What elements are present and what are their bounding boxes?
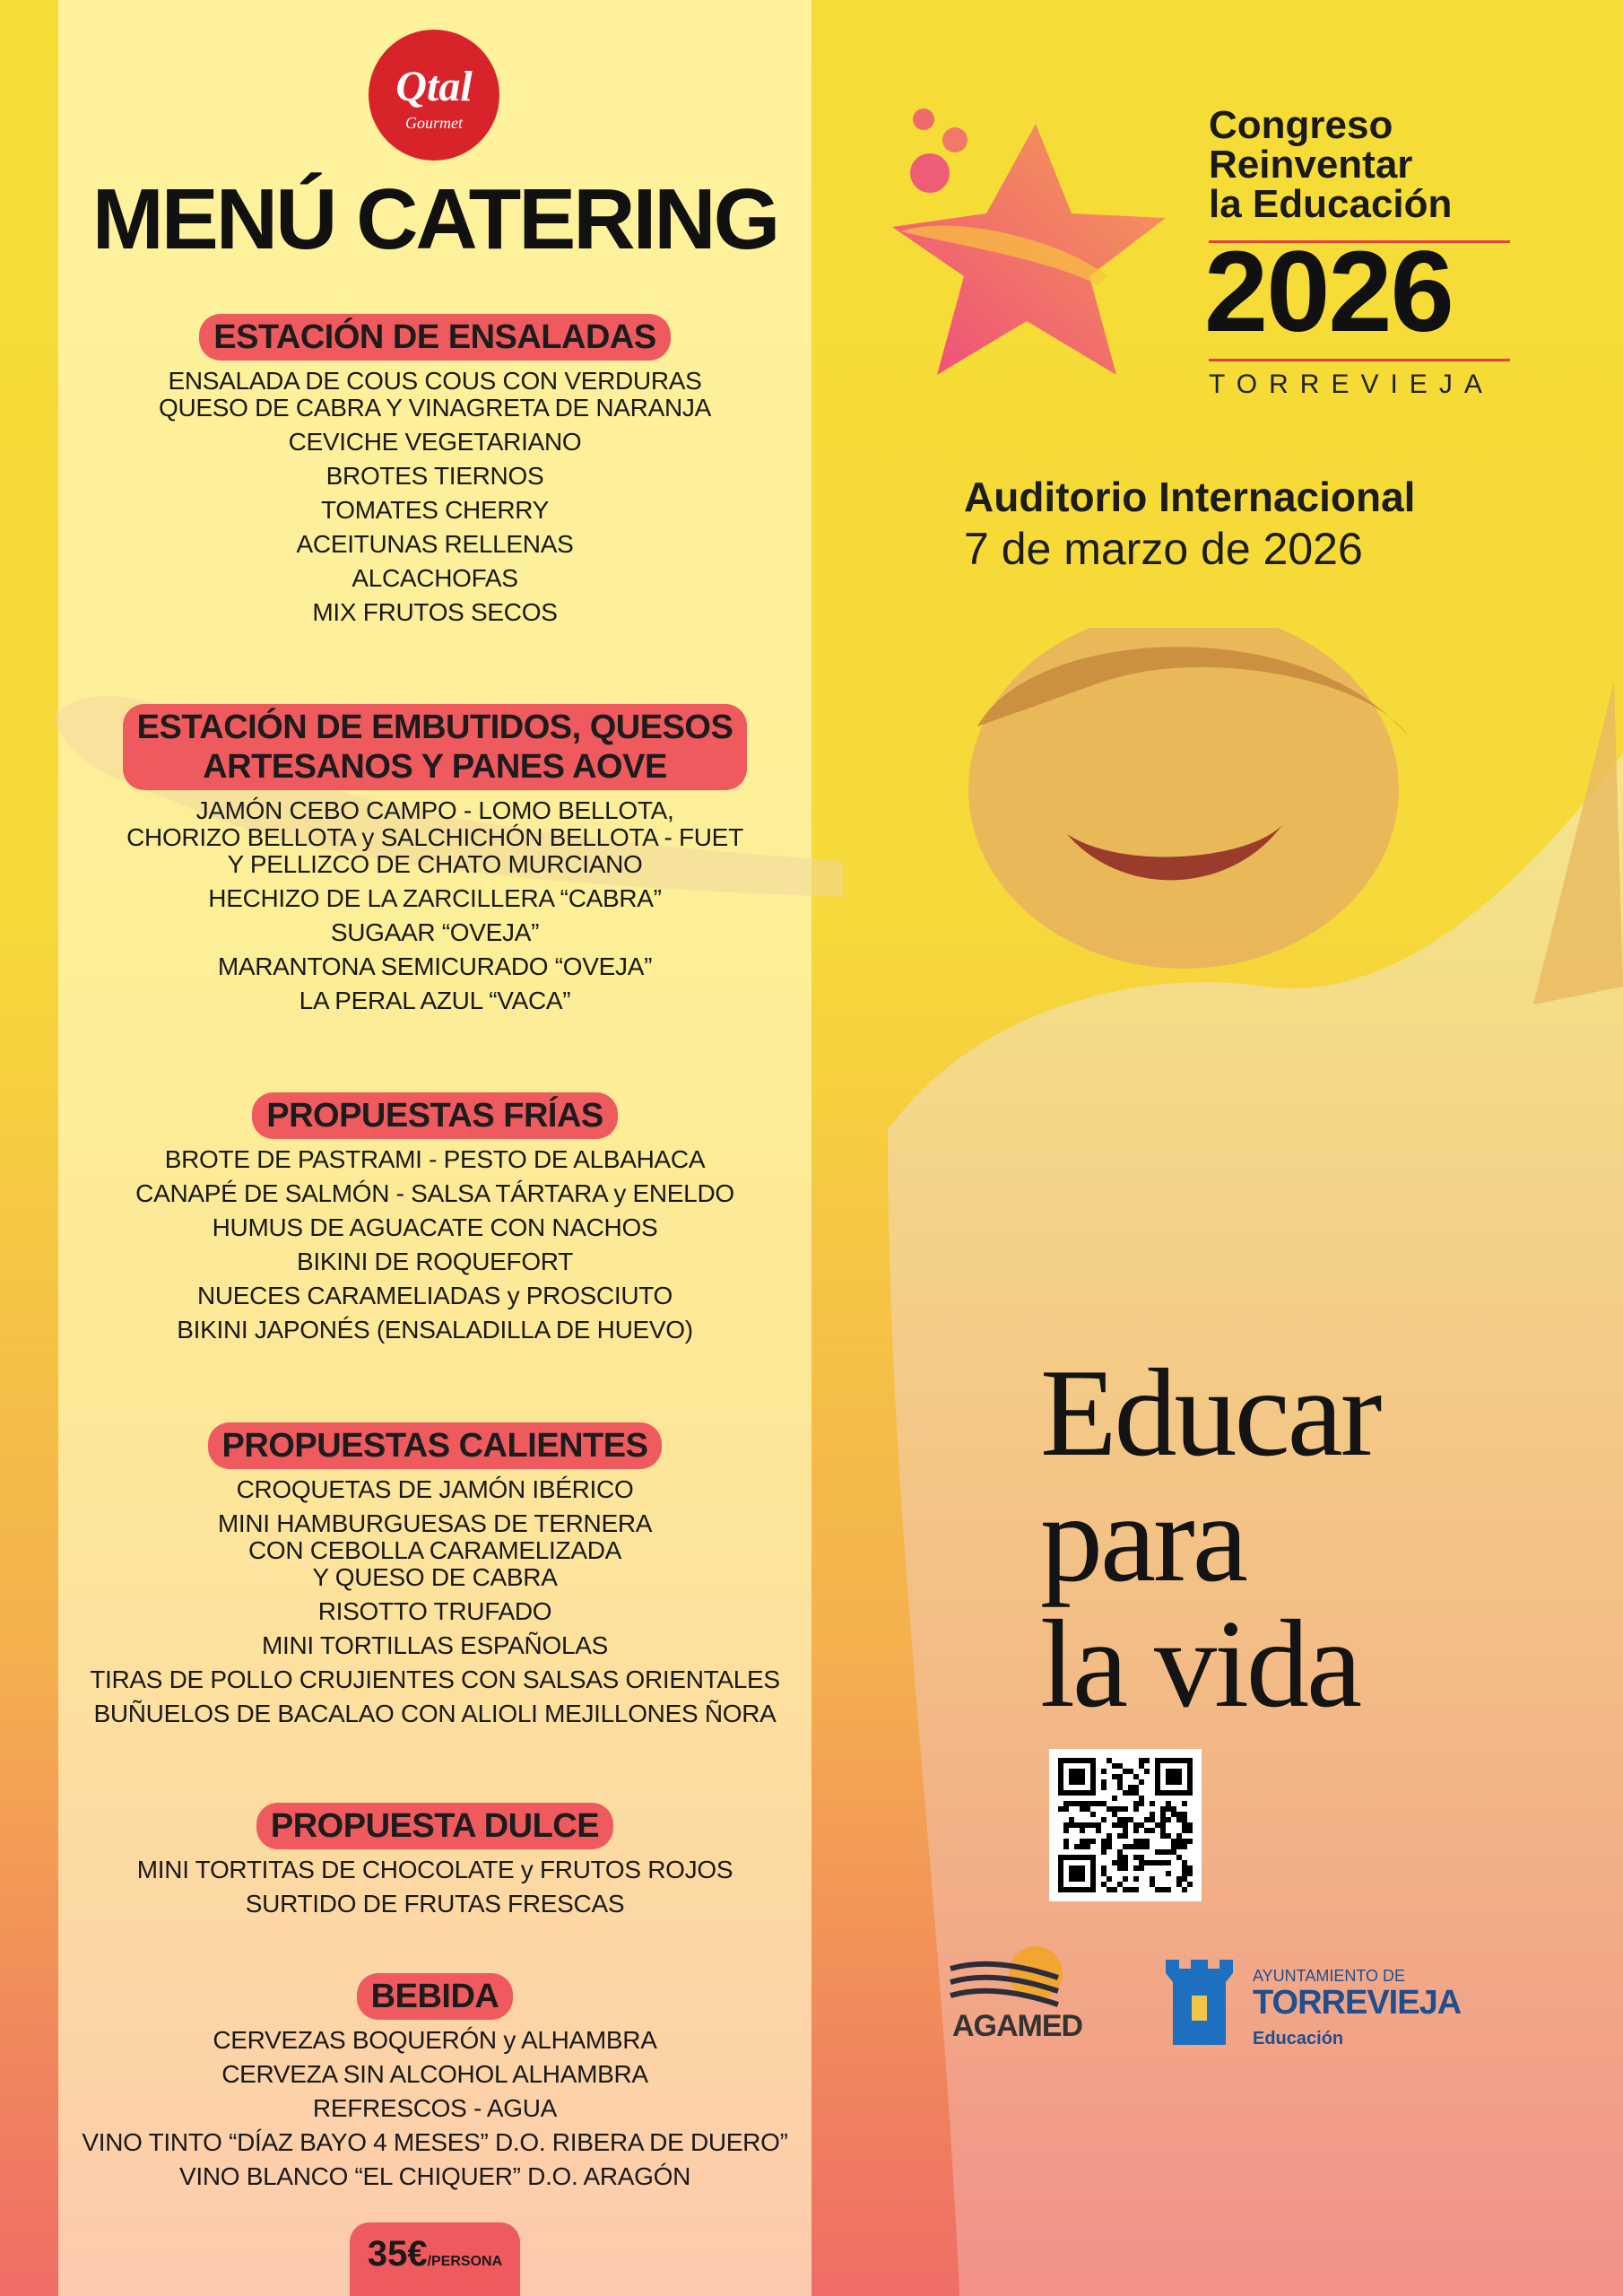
agamed-label: AGAMED	[952, 2009, 1083, 2043]
menu-item: LA PERAL AZUL “VACA”	[299, 987, 571, 1014]
menu-item: MARANTONA SEMICURADO “OVEJA”	[217, 952, 653, 980]
qtal-logo	[369, 30, 499, 161]
section-dulce	[58, 1803, 812, 1918]
menu-item: SURTIDO DE FRUTAS FRESCAS	[245, 1890, 625, 1918]
menu-item: MINI TORTITAS DE CHOCOLATE y FRUTOS ROJOS	[136, 1856, 733, 1883]
section-heading: PROPUESTAS CALIENTES	[208, 1422, 663, 1469]
menu-item: BIKINI JAPONÉS (ENSALADILLA DE HUEVO)	[177, 1316, 693, 1344]
venue-place: Auditorio Internacional	[964, 474, 1416, 520]
menu-title: MENÚ CATERING	[91, 171, 778, 267]
congress-line-2: Reinventar	[1209, 143, 1413, 187]
menu-item: ALCACHOFAS	[352, 564, 518, 592]
menu-item: SUGAAR “OVEJA”	[330, 918, 540, 946]
section-heading: ESTACIÓN DE ENSALADAS	[199, 314, 670, 361]
section-heading: PROPUESTA DULCE	[256, 1803, 613, 1849]
slogan-line-1: Educar	[1040, 1344, 1380, 1483]
menu-item: CERVEZAS BOQUERÓN y ALHAMBRA	[213, 2026, 657, 2054]
logo-sub: Gourmet	[405, 114, 463, 132]
menu-item: MINI TORTILLAS ESPAÑOLAS	[262, 1631, 608, 1659]
price-value: 35€	[367, 2234, 428, 2274]
menu-item: CANAPÉ DE SALMÓN - SALSA TÁRTARA y ENELDO	[135, 1179, 734, 1207]
menu-item: ENSALADA DE COUS COUS CON VERDURAS QUESO DE CABRA Y VINAGRETA DE NARANJA	[159, 367, 711, 422]
divider-bottom	[1209, 359, 1510, 361]
congress-year: 2026	[1204, 228, 1453, 356]
menu-item: MINI HAMBURGUESAS DE TERNERA CON CEBOLLA CARAMELIZADA Y QUESO DE CABRA	[217, 1509, 653, 1591]
slogan-line-3: la vida	[1040, 1595, 1360, 1734]
menu-item: REFRESCOS - AGUA	[312, 2094, 558, 2122]
section-calientes	[58, 1422, 812, 1727]
section-ensaladas	[58, 314, 812, 626]
qr-code-icon[interactable]	[1049, 1749, 1202, 1901]
congress-line-1: Congreso	[1209, 103, 1393, 147]
menu-item: VINO TINTO “DÍAZ BAYO 4 MESES” D.O. RIBERA DE DUERO”	[82, 2128, 788, 2156]
slogan	[1040, 1344, 1380, 1734]
star-logo-icon	[883, 106, 1170, 402]
menu-item: CERVEZA SIN ALCOHOL ALHAMBRA	[221, 2060, 648, 2088]
menu-item: TIRAS DE POLLO CRUJIENTES CON SALSAS ORIENTALES	[90, 1665, 780, 1693]
venue-date: 7 de marzo de 2026	[964, 524, 1363, 574]
section-embutidos	[58, 704, 812, 1014]
menu-item: BROTES TIERNOS	[325, 462, 544, 490]
menu-item: NUECES CARAMELIADAS y PROSCIUTO	[196, 1282, 673, 1309]
menu-item: CEVICHE VEGETARIANO	[288, 428, 582, 456]
menu-item: MIX FRUTOS SECOS	[312, 598, 558, 626]
menu-item: HECHIZO DE LA ZARCILLERA “CABRA”	[208, 884, 662, 912]
venue-block	[964, 472, 1466, 576]
price-badge	[350, 2222, 520, 2296]
congress-line-3: la Educación	[1209, 182, 1453, 226]
ayuntamiento-line-3: Educación	[1253, 2029, 1344, 2048]
menu-item: VINO BLANCO “EL CHIQUER” D.O. ARAGÓN	[178, 2162, 691, 2190]
castle-tower-icon	[1161, 1960, 1237, 2045]
section-heading: BEBIDA	[357, 1973, 514, 2020]
menu-item: BIKINI DE ROQUEFORT	[296, 1248, 574, 1275]
section-bebida	[58, 1973, 812, 2190]
ayuntamiento-line-1: AYUNTAMIENTO DE	[1253, 1967, 1406, 1985]
section-heading: PROPUESTAS FRÍAS	[252, 1092, 618, 1139]
menu-item: ACEITUNAS RELLENAS	[296, 530, 574, 558]
price-unit: /PERSONA	[427, 2254, 503, 2269]
menu-item: JAMÓN CEBO CAMPO - LOMO BELLOTA, CHORIZO BELLOTA y SALCHICHÓN BELLOTA - FUET Y PELLIZCO DE CHATO MURCIANO	[126, 796, 743, 878]
ayuntamiento-line-2: TORREVIEJA	[1253, 1984, 1462, 2022]
menu-item: BROTE DE PASTRAMI - PESTO DE ALBAHACA	[164, 1145, 706, 1173]
menu-item: CROQUETAS DE JAMÓN IBÉRICO	[236, 1475, 634, 1503]
menu-item: HUMUS DE AGUACATE CON NACHOS	[212, 1213, 658, 1241]
menu-item: TOMATES CHERRY	[320, 496, 550, 524]
section-heading: ESTACIÓN DE EMBUTIDOS, QUESOS ARTESANOS Y PANES AOVE	[123, 704, 748, 790]
congress-title	[1209, 103, 1514, 226]
section-frias	[58, 1092, 812, 1344]
menu-item: RISOTTO TRUFADO	[317, 1597, 552, 1625]
slogan-line-2: para	[1040, 1469, 1245, 1608]
congress-city: TORREVIEJA	[1209, 370, 1494, 399]
menu-item: BUÑUELOS DE BACALAO CON ALIOLI MEJILLONES ÑORA	[93, 1700, 777, 1727]
logo-brand: Qtal	[395, 63, 473, 110]
